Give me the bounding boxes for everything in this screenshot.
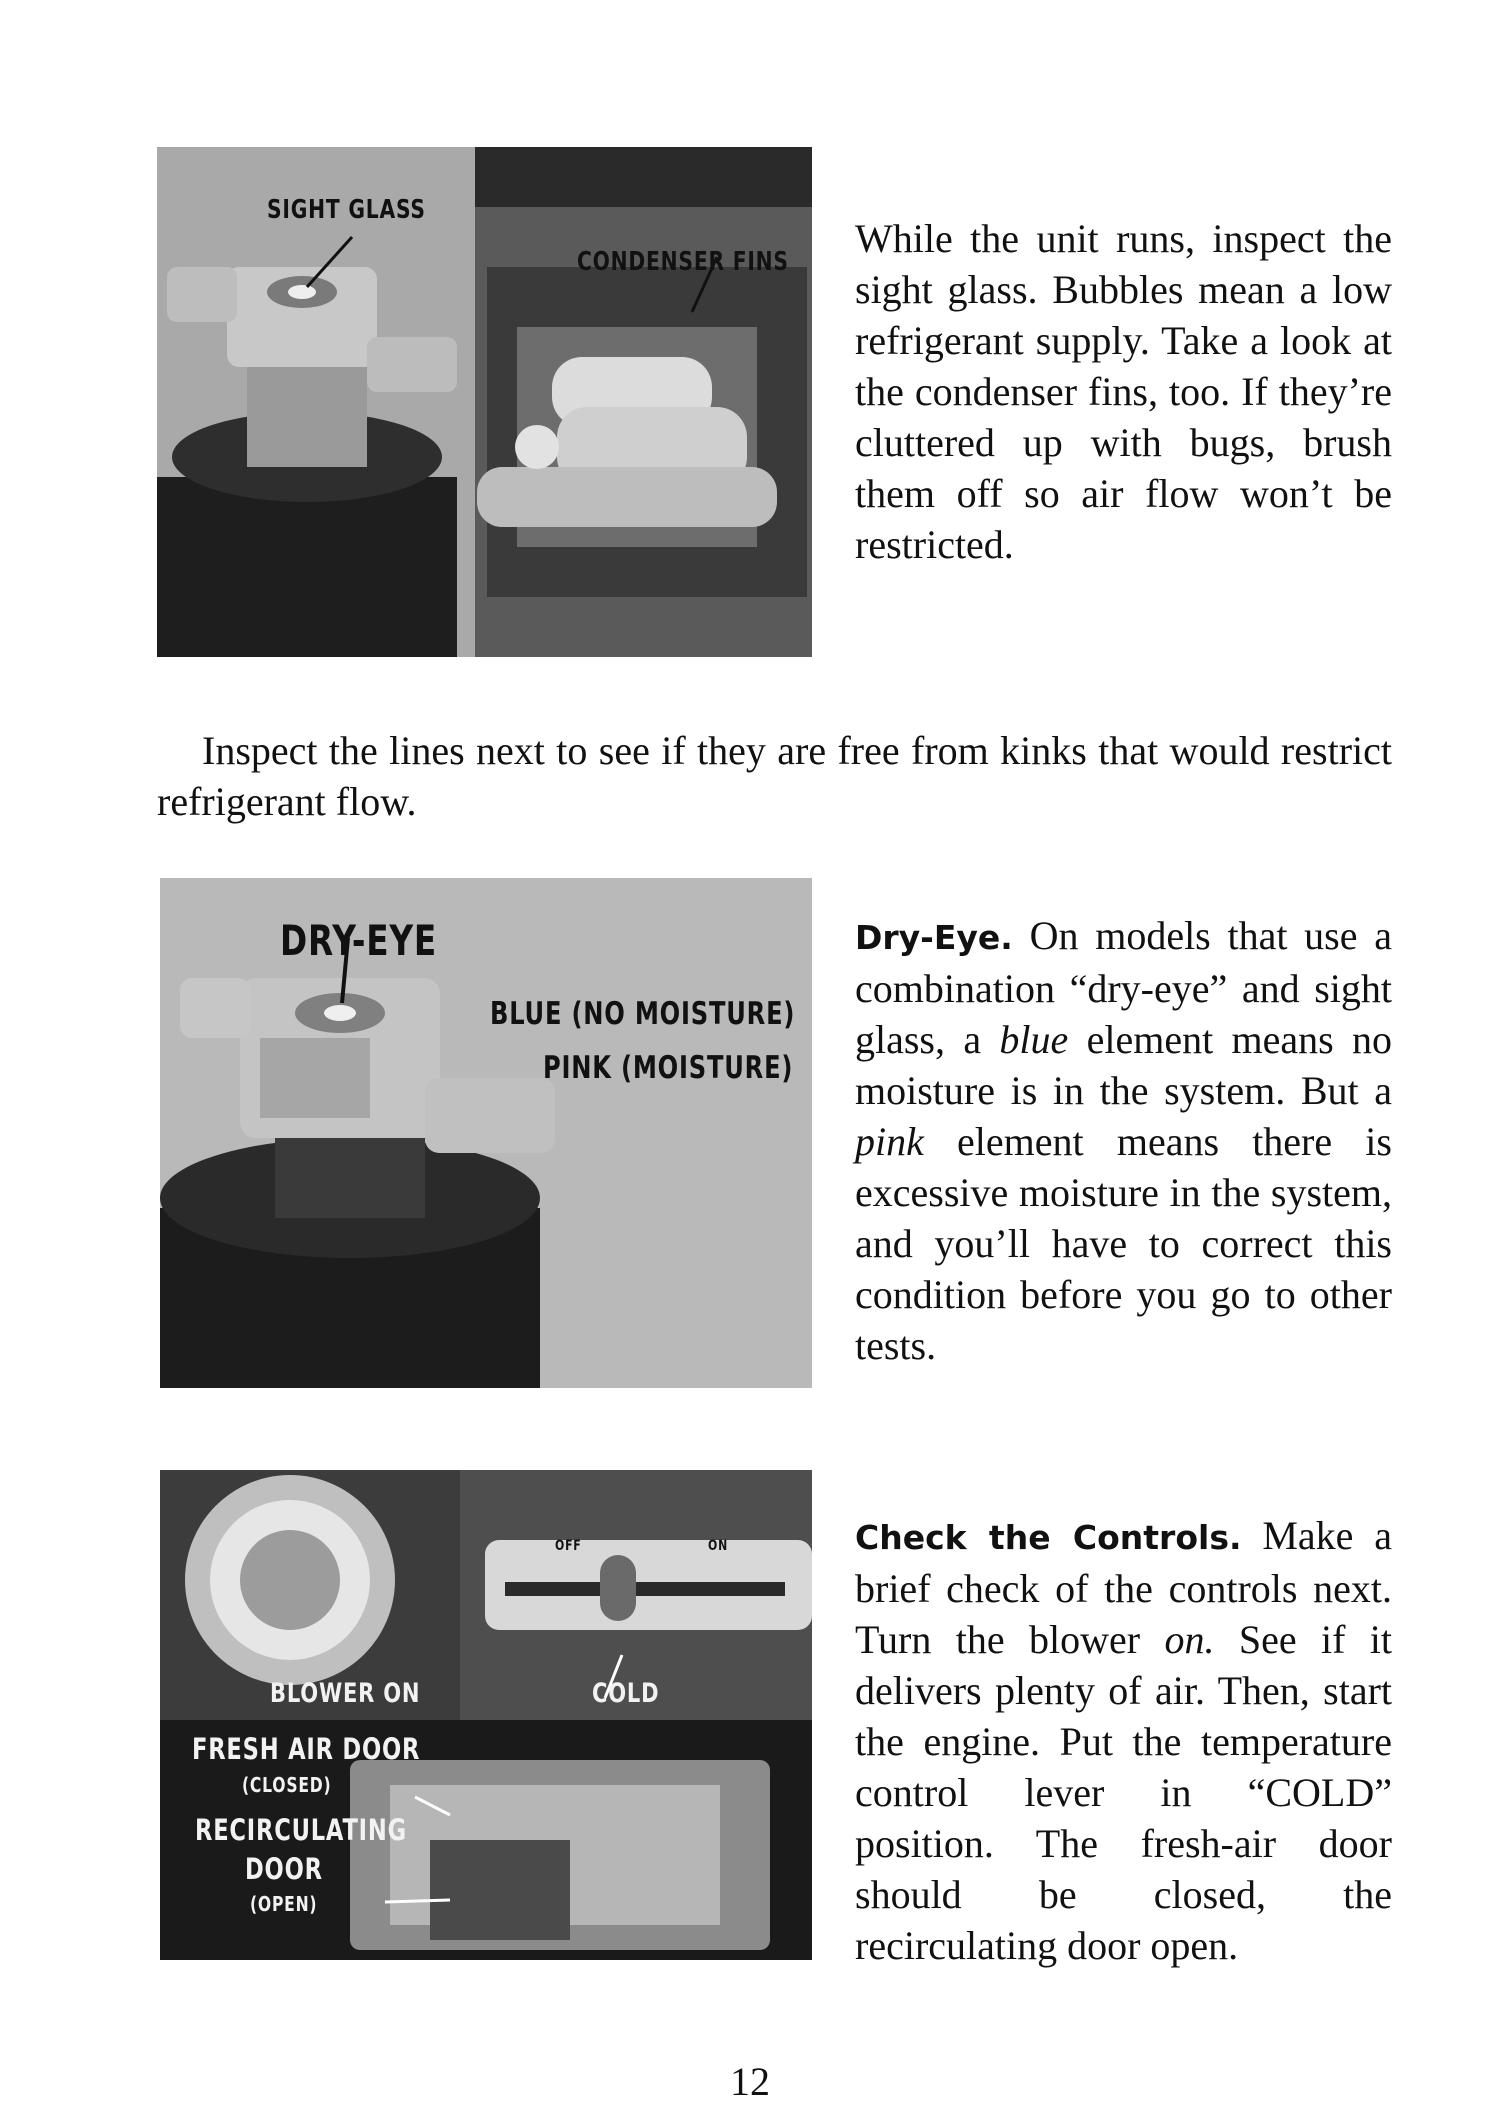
page-number: 12 xyxy=(730,2059,770,2104)
label-sight-glass: SIGHT GLASS xyxy=(267,195,426,225)
heading-dry-eye: Dry-Eye. xyxy=(855,918,1013,957)
figure-sight-glass-condenser xyxy=(157,147,812,657)
label-blue-no-moisture: BLUE (NO MOISTURE) xyxy=(490,996,796,1032)
photo-dry-eye xyxy=(160,878,812,1388)
label-recirculating-open: (OPEN) xyxy=(250,1892,318,1916)
label-dry-eye: DRY-EYE xyxy=(280,916,438,965)
paragraph-sight-glass: While the unit runs, inspect the sight glass. Bubbles mean a low refrigerant supply. Take a look at the condenser fins, too. If they’re cluttered up with bugs, brush them off so air flow won’t be restricted. xyxy=(855,216,1392,567)
paragraph-check-controls: Check the Controls. Make a brief check of the controls next. Turn the blower on. See if it delivers plenty of air. Then, start the engine. Put the temperature control lever in “COLD” position. The fresh-air door should be closed, the recirculating door open. xyxy=(855,1513,1392,1968)
label-condenser-fins: CONDENSER FINS xyxy=(577,247,789,277)
figure-dry-eye xyxy=(160,878,812,1388)
photo-sight-glass-condenser xyxy=(157,147,812,657)
label-off: OFF xyxy=(555,1538,582,1554)
label-recirculating: RECIRCULATING xyxy=(195,1813,407,1847)
heading-check-controls: Check the Controls. xyxy=(855,1518,1242,1557)
label-cold: COLD xyxy=(592,1678,660,1709)
label-recirculating-door: DOOR xyxy=(245,1852,323,1886)
paragraph-inspect-lines: Inspect the lines next to see if they are free from kinks that would restrict refrigerant flow. xyxy=(157,728,1392,824)
label-on: ON xyxy=(708,1538,728,1554)
paragraph-dry-eye: Dry-Eye. On models that use a combination “dry-eye” and sight glass, a blue element means no moisture is in the system. But a pink element means there is excessive moisture in the system, and you’ll have to correct this condition before you go to other tests. xyxy=(855,913,1392,1368)
label-pink-moisture: PINK (MOISTURE) xyxy=(543,1050,794,1086)
label-fresh-air-closed: (CLOSED) xyxy=(242,1773,332,1797)
label-fresh-air-door: FRESH AIR DOOR xyxy=(192,1732,421,1766)
figure-controls xyxy=(160,1470,812,1960)
label-blower-on: BLOWER ON xyxy=(270,1678,421,1709)
